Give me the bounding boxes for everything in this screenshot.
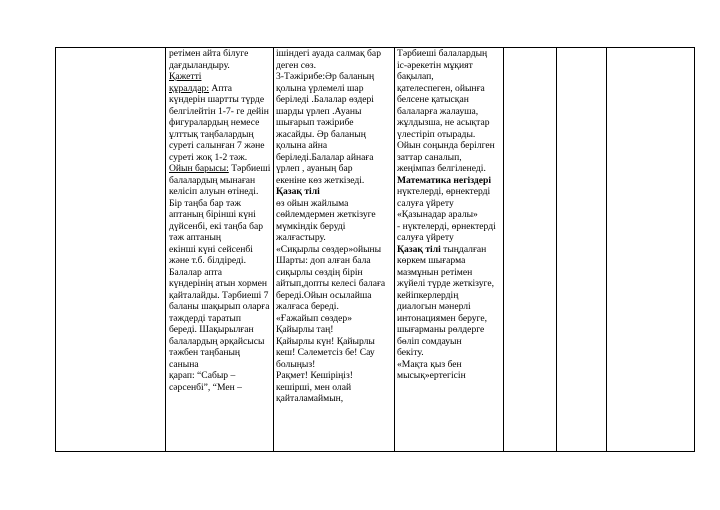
text-line: [169, 48, 273, 60]
text-segment: Қазақ тілі: [397, 243, 441, 255]
text-segment: жалғаса береді.: [276, 301, 339, 312]
text-segment: фигуралардың немесе: [169, 117, 260, 128]
text-line: [397, 359, 503, 371]
text-line: [169, 313, 273, 325]
text-segment: өз ойын жайлыма: [276, 197, 349, 209]
text-segment: жасайды. Әр баланың: [276, 128, 366, 140]
text-line: [169, 370, 273, 382]
text-line: [169, 94, 273, 106]
text-segment: балалардың әрқайсысы: [169, 335, 265, 347]
text-segment: ішіндегі ауада салмақ бар: [276, 48, 381, 59]
text-line: [276, 267, 394, 279]
text-line: [397, 209, 503, 221]
text-segment: күндерін шартты түрде: [169, 94, 265, 105]
text-segment: деген сөз.: [276, 59, 316, 71]
text-line: [397, 140, 503, 152]
text-segment: дүйсенбі, екі таңба бар: [169, 220, 264, 232]
text-segment: Тәрбиеші балалардың: [397, 48, 488, 59]
text-segment: қайталамаймын,: [276, 393, 344, 404]
table-cell-col6: [557, 48, 607, 452]
text-line: [397, 71, 503, 83]
text-segment: Қайырлы таң!: [276, 324, 334, 335]
text-line: [397, 129, 503, 141]
text-line: [276, 382, 394, 394]
text-line: [276, 359, 394, 371]
text-line: [397, 267, 503, 279]
text-line: [169, 336, 273, 348]
text-segment: келісіп алуын өтінеді.: [169, 186, 259, 197]
lesson-plan-table: [55, 47, 695, 452]
text-line: [276, 140, 394, 152]
text-line: [276, 94, 394, 106]
text-line: [169, 221, 273, 233]
text-line: [276, 129, 394, 141]
text-segment: «Мақта қыз бен: [397, 358, 462, 370]
text-line: [276, 198, 394, 210]
text-line: [397, 313, 503, 325]
text-segment: белгілейтін 1-7- ге дейін: [169, 105, 269, 117]
text-line: [276, 209, 394, 221]
text-line: [169, 267, 273, 279]
text-segment: аптаның бірінші күні: [169, 209, 256, 220]
text-segment: шығарманы рөлдерге: [397, 324, 485, 335]
text-line: [169, 198, 273, 210]
text-line: [169, 163, 273, 175]
text-segment: ұлттық таңбалардың: [169, 128, 254, 140]
text-line: [169, 60, 273, 72]
text-segment: Шарты: доп алған бала: [276, 255, 371, 266]
text-segment: іс-әрекетін мұқият: [397, 59, 473, 71]
text-segment: жеңімпаз белгіленеді.: [397, 163, 486, 174]
table-cell-col5: [504, 48, 557, 452]
text-line: [397, 94, 503, 106]
text-line: [169, 140, 273, 152]
cell-text-col4: [395, 48, 503, 382]
text-line: [397, 186, 503, 198]
text-segment: жүйелі түрде жеткізуге,: [397, 278, 494, 289]
text-segment: бөліп сомдауын: [397, 335, 462, 347]
text-line: [276, 347, 394, 359]
text-line: [169, 186, 273, 198]
cell-text-col3: [274, 48, 394, 405]
text-line: [397, 117, 503, 129]
text-segment: тәжбен таңбаның: [169, 347, 241, 358]
text-line: [169, 106, 273, 118]
table-row: [56, 48, 695, 452]
text-line: [397, 244, 503, 256]
text-segment: қолына айна: [276, 140, 328, 151]
text-segment: болыңыз!: [276, 358, 316, 370]
text-line: [397, 163, 503, 175]
text-segment: шығарып тәжірибе: [276, 117, 354, 128]
text-segment: 3-Тәжірибе:Әр баланың: [276, 71, 375, 82]
text-line: [276, 301, 394, 313]
text-line: [397, 290, 503, 302]
text-line: [276, 186, 394, 198]
text-segment: бақылап,: [397, 71, 434, 82]
text-segment: суреті жоқ 1-2 тәж.: [169, 151, 248, 163]
text-segment: Апта: [209, 82, 233, 94]
text-segment: сөйлемдермен жеткізуге: [276, 209, 376, 220]
text-segment: Рақмет! Кешіріңіз!: [276, 370, 353, 381]
text-segment: дағдыландыру.: [169, 59, 230, 71]
text-segment: «Ғажайып сөздер»: [276, 312, 353, 324]
text-line: [397, 60, 503, 72]
text-segment: жалғастыру.: [276, 232, 326, 243]
text-segment: беріледі .Балалар өздері: [276, 94, 374, 105]
text-segment: тәж аптаның: [169, 232, 222, 243]
text-segment: белсене қатысқан: [397, 94, 469, 105]
text-segment: күндерінің атын хормен: [169, 278, 268, 289]
text-line: [169, 71, 273, 83]
text-segment: Ойын соңында берілген: [397, 140, 495, 151]
text-segment: үлестіріп отырады.: [397, 128, 476, 140]
text-line: [169, 324, 273, 336]
text-line: [276, 255, 394, 267]
text-segment: «Сиқырлы сөздер»ойыны: [276, 243, 382, 255]
text-segment: мысық»ертегісін: [397, 370, 466, 381]
text-line: [169, 255, 273, 267]
text-line: [276, 221, 394, 233]
text-segment: көркем шығарма: [397, 255, 466, 266]
text-line: [397, 336, 503, 348]
text-segment: балалардың мынаған: [169, 174, 256, 186]
text-segment: бекіту.: [397, 347, 424, 358]
text-segment: сиқырлы сөздің бірін: [276, 266, 363, 278]
text-segment: мазмұнын ретімен: [397, 266, 473, 278]
text-line: [276, 48, 394, 60]
text-line: [397, 370, 503, 382]
text-line: [397, 347, 503, 359]
text-line: [276, 117, 394, 129]
text-segment: қайталайды. Тәрбиеші 7: [169, 289, 269, 301]
text-segment: айтып,допты келесі балаға: [276, 278, 386, 289]
text-segment: және т.б. білдіреді.: [169, 255, 246, 266]
text-segment: қателеспеген, ойынға: [397, 82, 485, 94]
text-segment: шарды үрлеп .Ауаны: [276, 105, 362, 117]
text-segment: «Қазынадар аралы»: [397, 209, 478, 220]
text-segment: кешірші, мен олай: [276, 381, 352, 393]
text-segment: - нүктелерді, өрнектерді: [397, 220, 496, 232]
text-segment: жұлдызша, не асықтар: [397, 117, 490, 128]
text-segment: балаларға жалауша,: [397, 105, 479, 117]
text-segment: Ойын барысы:: [169, 163, 229, 174]
text-line: [397, 106, 503, 118]
text-segment: заттар саналып,: [397, 151, 462, 163]
text-segment: береді.Ойын осылайша: [276, 289, 372, 301]
text-line: [276, 290, 394, 302]
text-line: [169, 129, 273, 141]
text-segment: кейіпкерлердің: [397, 289, 459, 301]
text-line: [276, 83, 394, 95]
text-line: [276, 175, 394, 187]
text-line: [276, 393, 394, 405]
text-line: [276, 152, 394, 164]
text-line: [397, 198, 503, 210]
text-line: [276, 370, 394, 382]
text-segment: санына: [169, 358, 199, 370]
text-line: [397, 48, 503, 60]
text-line: [169, 83, 273, 95]
text-line: [397, 152, 503, 164]
text-line: [169, 290, 273, 302]
text-line: [169, 359, 273, 371]
text-line: [169, 278, 273, 290]
text-line: [397, 324, 503, 336]
text-line: [397, 255, 503, 267]
text-line: [397, 278, 503, 290]
text-segment: қарап: “Сабыр –: [169, 370, 236, 381]
table-cell-col7: [607, 48, 695, 452]
text-segment: салуға үйрету: [397, 197, 454, 209]
text-segment: Балалар апта: [169, 266, 223, 278]
text-line: [397, 221, 503, 233]
text-line: [169, 301, 273, 313]
cell-text-col2: [166, 48, 273, 393]
text-segment: интонациямен беруге,: [397, 312, 488, 324]
text-segment: тыңдалған: [440, 243, 487, 255]
text-line: [276, 324, 394, 336]
text-segment: баланы шақырып оларға: [169, 301, 270, 312]
text-segment: екеніне көз жеткізеді.: [276, 174, 365, 186]
text-segment: ретімен айта білуге: [169, 48, 249, 59]
text-line: [169, 117, 273, 129]
text-segment: құралдар:: [169, 82, 209, 94]
text-segment: қолына үрлемелі шар: [276, 82, 364, 94]
text-line: [397, 301, 503, 313]
text-segment: Қазақ тілі: [276, 186, 320, 197]
text-segment: үрлеп , ауаның бар: [276, 163, 353, 174]
text-line: [169, 175, 273, 187]
table-cell-col2: [166, 48, 274, 452]
text-segment: диалогын мәнерлі: [397, 301, 471, 312]
text-segment: суреті салынған 7 және: [169, 140, 265, 151]
text-line: [169, 382, 273, 394]
text-line: [276, 278, 394, 290]
text-segment: кеш! Сәлеметсіз бе! Сау: [276, 347, 375, 358]
text-line: [169, 347, 273, 359]
table-cell-col3: [274, 48, 395, 452]
text-segment: Математика негіздері: [397, 174, 492, 186]
text-line: [276, 232, 394, 244]
text-line: [276, 163, 394, 175]
text-segment: Тәрбиеші: [228, 163, 271, 174]
text-segment: Қажетті: [169, 71, 202, 82]
table-cell-col1: [56, 48, 166, 452]
text-line: [169, 244, 273, 256]
text-line: [169, 209, 273, 221]
text-segment: екінші күні сейсенбі: [169, 243, 253, 255]
text-line: [397, 175, 503, 187]
text-line: [276, 71, 394, 83]
text-line: [276, 336, 394, 348]
text-segment: Қайырлы күн! Қайырлы: [276, 335, 375, 347]
text-line: [276, 313, 394, 325]
text-segment: береді. Шақырылған: [169, 324, 254, 335]
text-segment: тәждерді таратып: [169, 312, 241, 324]
text-line: [276, 106, 394, 118]
text-line: [397, 83, 503, 95]
text-segment: салуға үйрету: [397, 232, 454, 243]
text-segment: нүктелерді, өрнектерді: [397, 186, 491, 197]
text-line: [169, 232, 273, 244]
text-segment: мүмкіндік беруді: [276, 220, 346, 232]
text-line: [276, 244, 394, 256]
table-cell-col4: [395, 48, 504, 452]
text-line: [276, 60, 394, 72]
text-line: [169, 152, 273, 164]
text-segment: сәрсенбі”, “Мен –: [169, 381, 242, 393]
text-segment: Бір таңба бар тәж: [169, 197, 242, 209]
text-line: [397, 232, 503, 244]
text-segment: беріледі.Балалар айнаға: [276, 151, 374, 163]
